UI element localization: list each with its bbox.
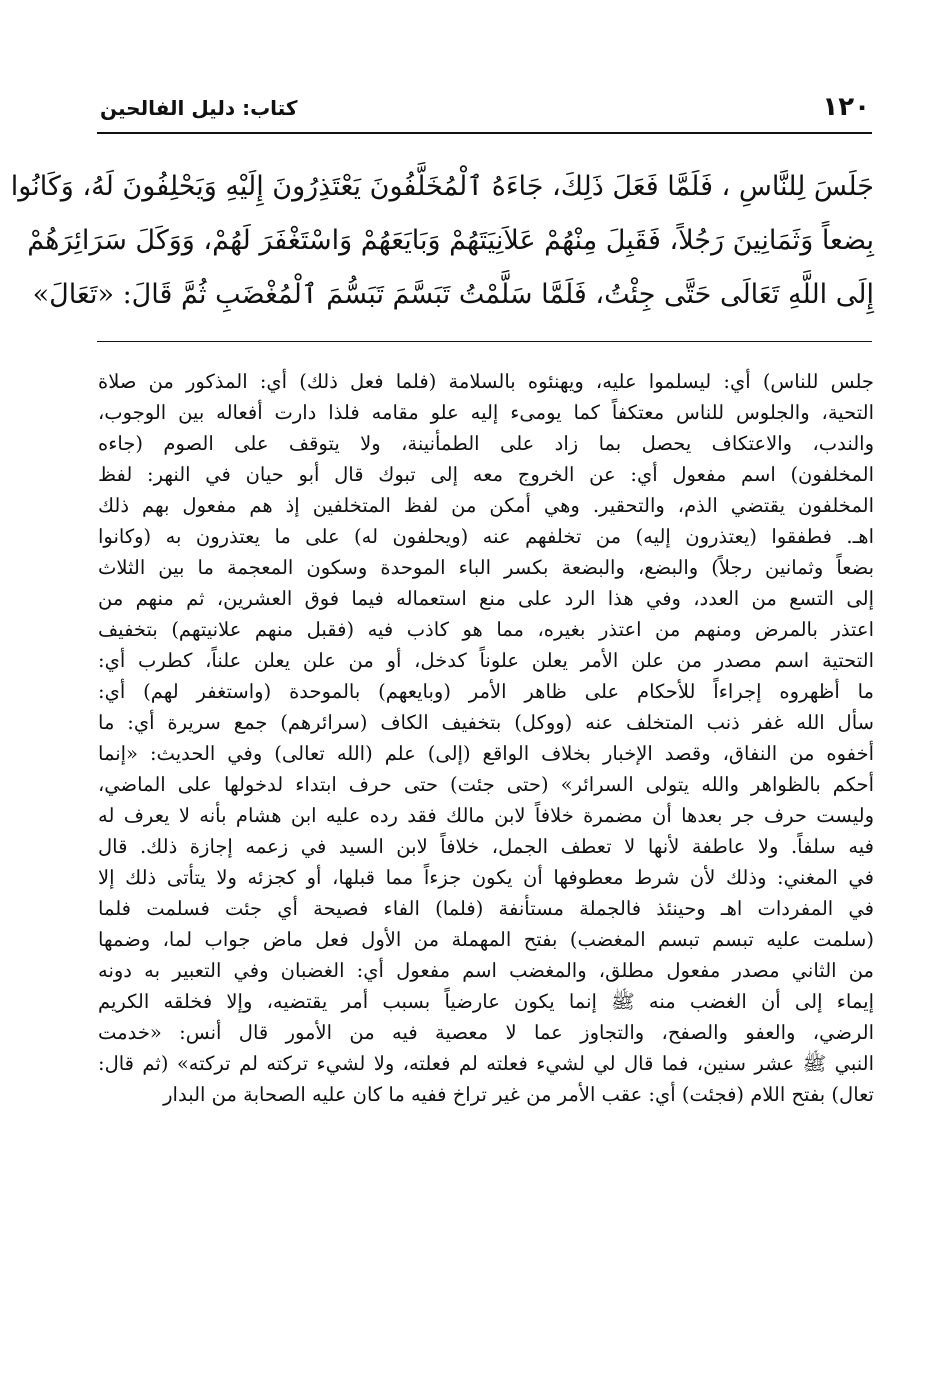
commentary-line: أحكم بالظواهر والله يتولى السرائر» (حتى جئت) حتى حرف ابتداء لدخولها على الماضي، [98, 773, 874, 796]
commentary-line: (سلمت عليه تبسم تبسم المغضب) بفتح المهملة من الأول فعل ماض جواب لما، وضمها [98, 928, 874, 951]
commentary-text [98, 366, 874, 1110]
commentary-line: التحية، والجلوس للناس معتكفاً كما يومىء إليه علو مقامه فلذا دارت أفعاله بين الوجوب، [98, 401, 874, 424]
commentary-line: وليست حرف جر بعدها أن مضمرة خلافاً لابن مالك فقد رده عليه ابن هشام بأنه لا يعرف له [98, 804, 874, 827]
commentary-line: والندب، والاعتكاف يحصل بما زاد على الطمأنينة، ولا يتوقف على الصوم (جاءه [98, 432, 874, 455]
page-number: ١٢٠ [822, 92, 870, 122]
commentary-line: النبي ﷺ عشر سنين، فما قال لي لشيء فعلته لم فعلته، ولا لشيء تركته لم تركته» (ثم قال: [98, 1052, 874, 1075]
commentary-line: إيماء إلى أن الغضب منه ﷺ إنما يكون عارضياً بسبب أمر يقتضيه، وإلا فخلقه الكريم [98, 990, 874, 1013]
commentary-line: اهـ. فطفقوا (يعتذرون إليه) من تخلفهم عنه (ويحلفون له) على ما يعتذرون به (وكانوا [98, 525, 874, 548]
commentary-line: في المفردات اهـ وحينئذ فالجملة مستأنفة (فلما) الفاء فصيحة أي جئت فسلمت فلما [98, 897, 874, 920]
footnote-separator [97, 341, 872, 342]
hadith-line: جَلَسَ لِلنَّاسِ ، فَلَمَّا فَعَلَ ذَلِكَ، جَاءَهُ ٱلْمُخَلَّفُونَ يَعْتَذِرُونَ إِلَيْهِ وَيَحْلِفُونَ لَهُ، وَكَانُوا [10, 171, 874, 202]
header-rule [97, 132, 872, 134]
commentary-line: الرضي، والعفو والصفح، والتجاوز عما لا معصية فيه من الأمور قال أنس: «خدمت [98, 1021, 874, 1044]
running-title: كتاب: دليل الفالحين [100, 96, 298, 120]
commentary-line: ما أظهروه إجراءاً للأحكام على ظاهر الأمر (وبايعهم) بالموحدة (واستغفر لهم) أي: [98, 680, 874, 703]
commentary-line: في المغني: وذلك لأن شرط معطوفها أن يكون جزءاً مما قبلها، أو كجزئه ولا يتأتى ذلك إلا [98, 866, 874, 889]
hadith-text [10, 160, 874, 322]
page-header [100, 92, 870, 130]
commentary-line: سأل الله غفر ذنب المتخلف عنه (ووكل) بتخفيف الكاف (سرائرهم) جمع سريرة أي: ما [98, 711, 874, 734]
commentary-line: المخلفون) اسم مفعول أي: عن الخروج معه إلى تبوك قال أبو حيان في النهر: لفظ [98, 463, 874, 486]
commentary-line: اعتذر بالمرض ومنهم من اعتذر بغيره، مما هو كاذب فيه (فقبل منهم علانيتهم) بتخفيف [98, 618, 874, 641]
commentary-line: تعال) بفتح اللام (فجئت) أي: عقب الأمر من غير تراخ ففيه ما كان عليه الصحابة من البدار [163, 1083, 874, 1106]
commentary-line: المخلفون يقتضي الذم، والتحقير. وهي أمكن من لفظ المتخلفين إذ هم مفعول بهم ذلك [98, 494, 874, 517]
commentary-line: جلس للناس) أي: ليسلموا عليه، ويهنئوه بالسلامة (فلما فعل ذلك) أي: المذكور من صلاة [98, 370, 874, 393]
commentary-line: التحتية اسم مصدر من علن الأمر يعلن علوناً كدخل، أو من علن يعلن علناً، كطرب أي: [98, 649, 874, 672]
commentary-line: بضعاً وثمانين رجلاً) والبضع، والبضعة بكسر الباء الموحدة وسكون المعجمة ما بين الثلاث [98, 556, 874, 579]
commentary-line: إلى التسع من العدد، وفي هذا الرد على منع استعماله فيما فوق العشرين، ثم منهم من [98, 587, 874, 610]
hadith-line: بِضعاً وَثَمَانِينَ رَجُلاً، فَقَبِلَ مِنْهُمْ عَلاَنِيَتَهُمْ وَبَايَعَهُمْ وَاسْتَغْفَرَ لَهُمْ، وَوَكَلَ سَرَائِرَهُمْ [27, 225, 874, 256]
commentary-line: أخفوه من النفاق، وقصد الإخبار بخلاف الواقع (إلى) علم (الله تعالى) وفي الحديث: «إنما [98, 742, 874, 765]
commentary-line: فيه سلفاً. ولا عاطفة لأنها لا تعطف الجمل، خلافاً لابن السيد في زعمه إجازة ذلك. قال [98, 835, 874, 858]
hadith-line: إِلَى اللَّهِ تَعَالَى حَتَّى جِئْتُ، فَلَمَّا سَلَّمْتُ تَبَسَّمَ تَبَسُّمَ ٱلْمُغْضَبِ ثُمَّ قَالَ: «تَعَالَ» [32, 279, 874, 310]
commentary-line: من الثاني مصدر مفعول مطلق، والمغضب اسم مفعول أي: الغضبان وفي التعبير به دونه [98, 959, 874, 982]
